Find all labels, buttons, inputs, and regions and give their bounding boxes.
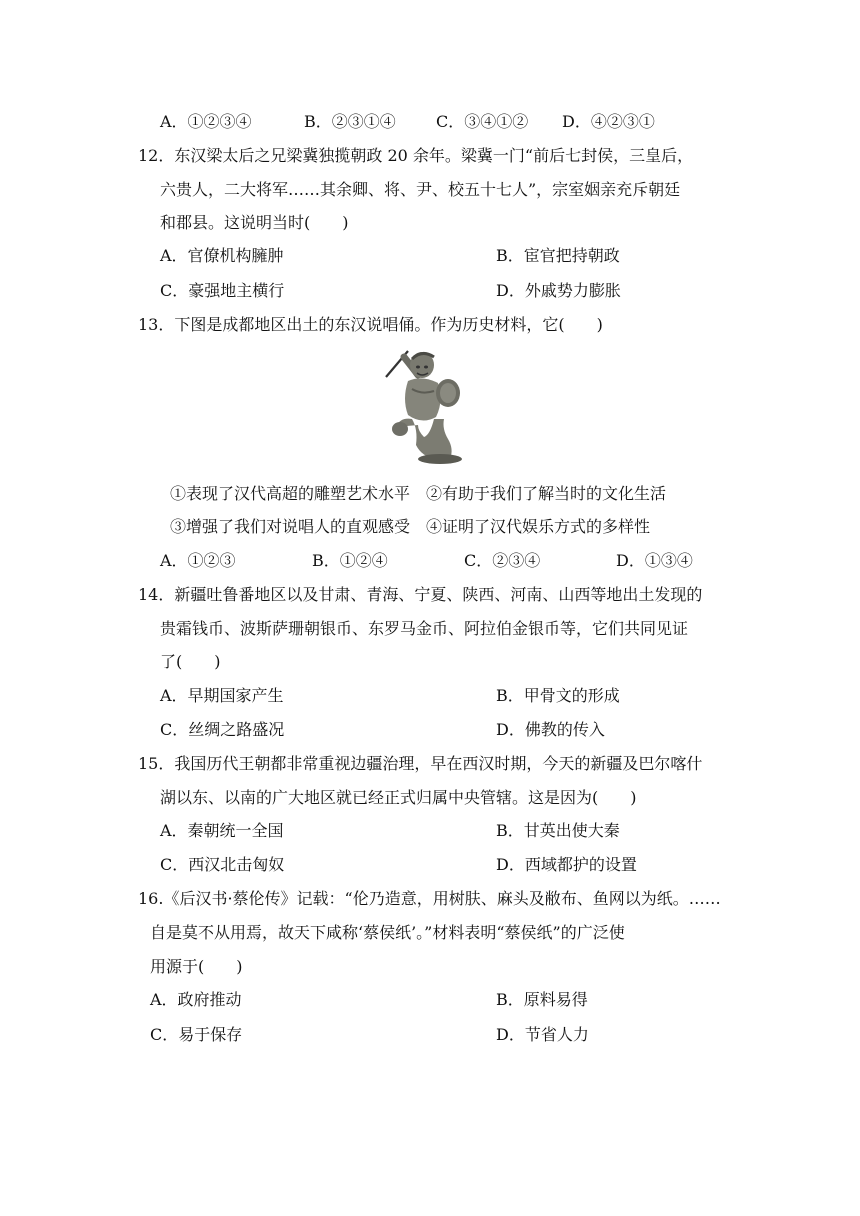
q14-stem-line-2: 贵霜钱币、波斯萨珊朝银币、东罗马金币、阿拉伯金银币等，它们共同见证 <box>160 619 689 638</box>
q15-option-d[interactable]: D．西域都护的设置 <box>496 855 637 874</box>
q13-statements-line-2: ③增强了我们对说唱人的直观感受 ④证明了汉代娱乐方式的多样性 <box>170 517 651 536</box>
q14-option-c[interactable]: C．丝绸之路盛况 <box>160 720 285 739</box>
q12-option-b[interactable]: B．宦官把持朝政 <box>496 246 620 265</box>
q13-option-b[interactable]: B．①②④ <box>312 551 388 570</box>
q14-stem-line-1: 14．新疆吐鲁番地区以及甘肃、青海、宁夏、陕西、河南、山西等地出土发现的 <box>138 585 703 604</box>
q15-option-a[interactable]: A．秦朝统一全国 <box>160 821 284 840</box>
q13-option-a[interactable]: A．①②③ <box>160 551 236 570</box>
q14-stem-line-3: 了( ) <box>160 652 221 671</box>
q16-option-a[interactable]: A．政府推动 <box>150 990 242 1009</box>
q16-stem-line-1: 16.《后汉书·蔡伦传》记载：“伦乃造意，用树肤、麻头及敝布、鱼网以为纸。…… <box>138 889 721 908</box>
q12-stem-line-1: 12．东汉梁太后之兄梁冀独揽朝政 20 余年。梁冀一门“前后七封侯，三皇后， <box>138 146 694 165</box>
q16-option-d[interactable]: D．节省人力 <box>496 1025 589 1044</box>
q15-option-b[interactable]: B．甘英出使大秦 <box>496 821 620 840</box>
q13-statements-line-1: ①表现了汉代高超的雕塑艺术水平 ②有助于我们了解当时的文化生活 <box>170 484 667 503</box>
q11-option-d[interactable]: D．④②③① <box>562 112 655 131</box>
q13-stem-line-1: 13．下图是成都地区出土的东汉说唱俑。作为历史材料，它( ) <box>138 315 603 334</box>
q11-option-c[interactable]: C．③④①② <box>436 112 529 131</box>
q13-option-d[interactable]: D．①③④ <box>616 551 693 570</box>
q15-stem-line-2: 湖以东、以南的广大地区就已经正式归属中央管辖。这是因为( ) <box>160 788 637 807</box>
q12-stem-line-3: 和郡县。这说明当时( ) <box>160 213 349 232</box>
q16-option-b[interactable]: B．原料易得 <box>496 990 588 1009</box>
q14-option-b[interactable]: B．甲骨文的形成 <box>496 686 620 705</box>
q11-option-b[interactable]: B．②③①④ <box>304 112 396 131</box>
q12-option-a[interactable]: A．官僚机构臃肿 <box>160 246 284 265</box>
q14-option-d[interactable]: D．佛教的传入 <box>496 720 605 739</box>
q16-stem-line-2: 自是莫不从用焉，故天下咸称‘蔡侯纸’。”材料表明“蔡侯纸”的广泛使 <box>150 923 625 942</box>
q12-option-c[interactable]: C．豪强地主横行 <box>160 281 285 300</box>
q12-option-d[interactable]: D．外戚势力膨胀 <box>496 281 621 300</box>
q12-stem-line-2: 六贵人，二大将军……其余卿、将、尹、校五十七人”，宗室姻亲充斥朝廷 <box>160 180 681 199</box>
q14-option-a[interactable]: A．早期国家产生 <box>160 686 284 705</box>
q15-stem-line-1: 15．我国历代王朝都非常重视边疆治理，早在西汉时期，今天的新疆及巴尔喀什 <box>138 754 703 773</box>
storyteller-figurine-image <box>378 345 464 467</box>
q15-option-c[interactable]: C．西汉北击匈奴 <box>160 855 285 874</box>
q13-option-c[interactable]: C．②③④ <box>464 551 541 570</box>
q11-option-a[interactable]: A．①②③④ <box>160 112 252 131</box>
q16-option-c[interactable]: C．易于保存 <box>150 1025 243 1044</box>
q16-stem-line-3: 用源于( ) <box>150 957 243 976</box>
